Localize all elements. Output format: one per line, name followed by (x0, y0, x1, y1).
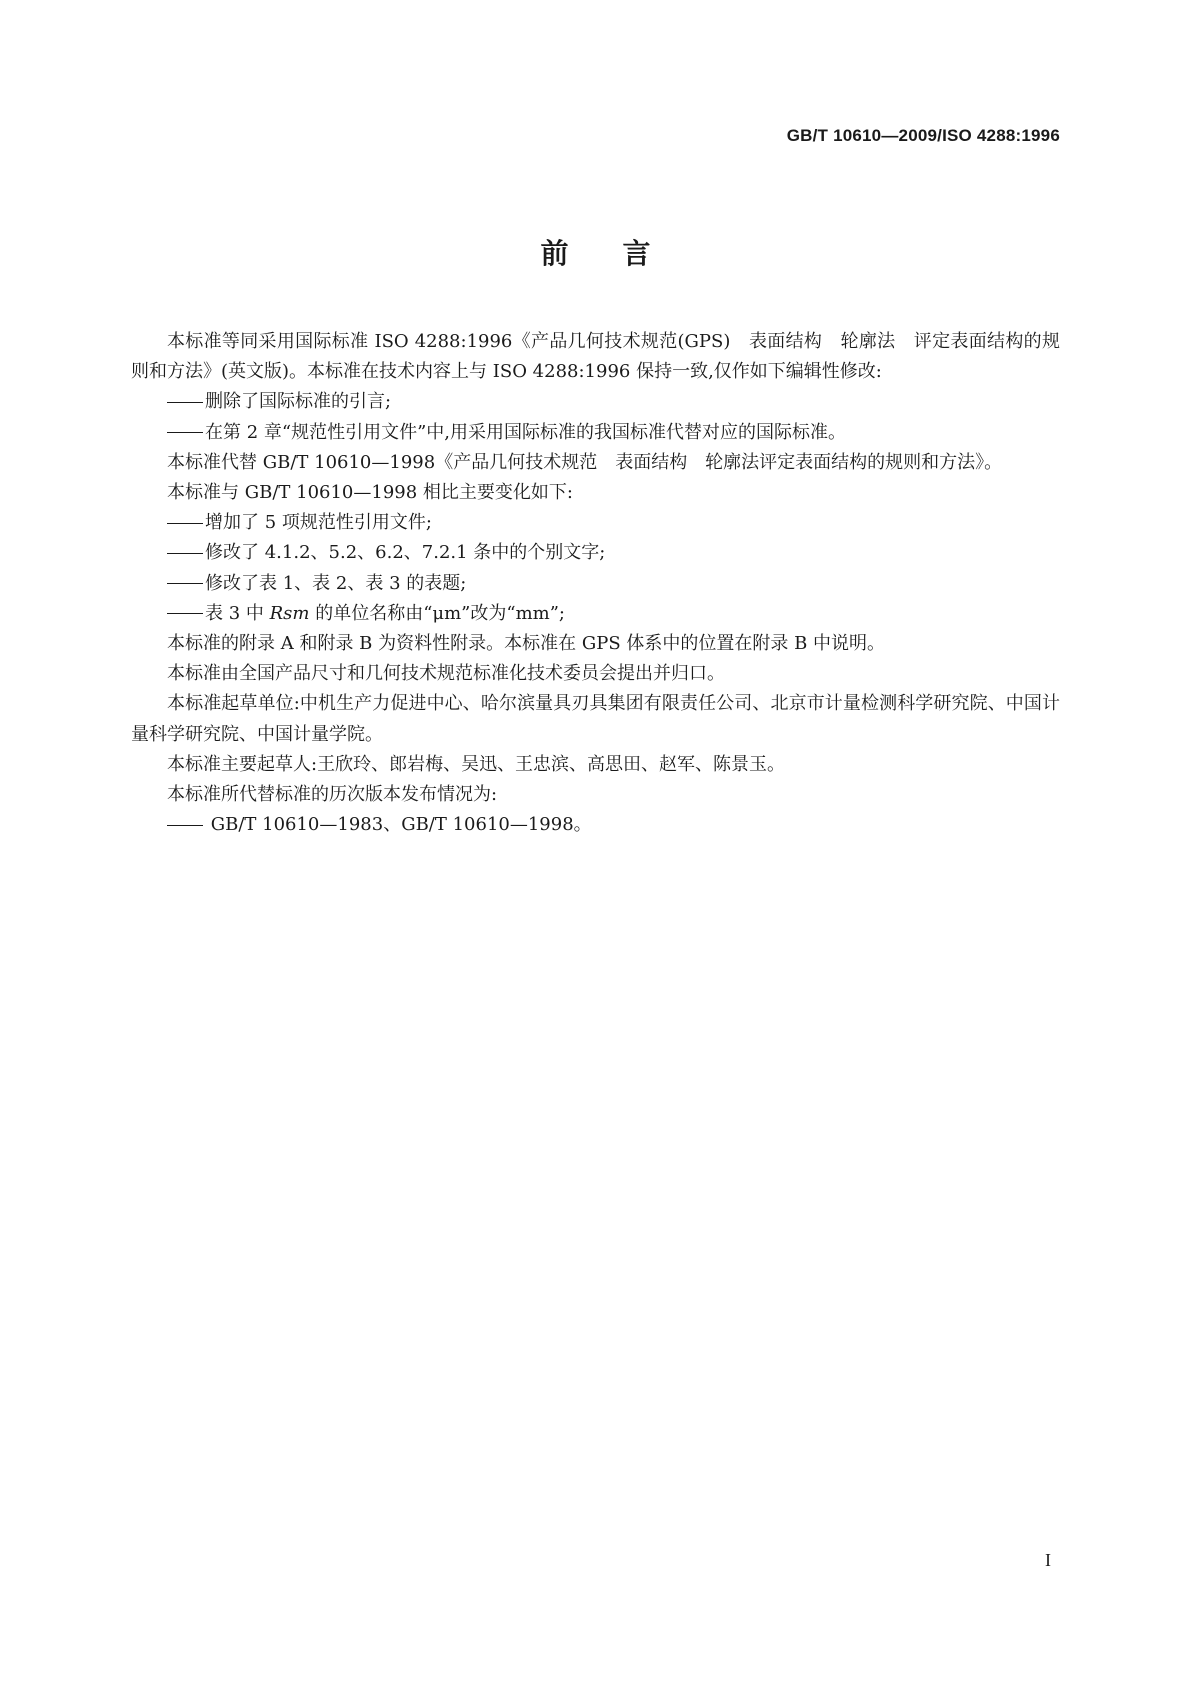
list-item (131, 569, 1060, 599)
paragraph-changes: 本标准与 GB/T 10610—1998 相比主要变化如下: (167, 482, 573, 504)
list-item-text: 修改了表 1、表 2、表 3 的表题; (205, 572, 467, 594)
list-item-text: 在第 2 章“规范性引用文件”中,用采用国际标准的我国标准代替对应的国际标准。 (205, 421, 847, 443)
paragraph-drafters: 本标准主要起草人:王欣玲、郎岩梅、吴迅、王忠滨、高思田、赵军、陈景玉。 (167, 753, 786, 775)
list-item-text: 表 3 中 (205, 602, 270, 624)
paragraph-previous-editions: 本标准所代替标准的历次版本发布情况为: (167, 784, 498, 806)
list-item (131, 387, 1060, 417)
paragraph-proposer: 本标准由全国产品尺寸和几何技术规范标准化技术委员会提出并归口。 (167, 663, 725, 685)
em-dash (167, 613, 203, 614)
list-item-text: 的单位名称由“μm”改为“mm”; (309, 602, 565, 624)
list-item-text: 增加了 5 项规范性引用文件; (205, 512, 432, 534)
foreword-body (131, 327, 1060, 840)
em-dash (167, 432, 203, 433)
em-dash (167, 553, 203, 554)
paragraph-replaces: 本标准代替 GB/T 10610—1998《产品几何技术规范 表面结构 轮廓法评定表面结构的规则和方法》。 (167, 451, 1003, 473)
em-dash (167, 583, 203, 584)
list-item-text: 删除了国际标准的引言; (205, 391, 392, 413)
paragraph-adoption: 本标准等同采用国际标准 ISO 4288:1996《产品几何技术规范(GPS) 表面结构 轮廓法 评定表面结构的规则和方法》(英文版)。本标准在技术内容上与 ISO 4288:1996 保持一致,仅作如下编辑性修改: (131, 331, 1060, 383)
list-item (131, 599, 1060, 629)
page-number: I (1045, 1550, 1051, 1570)
em-dash (167, 402, 203, 403)
page-title: 前言 (540, 237, 705, 270)
standard-code: GB/T 10610—2009/ISO 4288:1996 (786, 126, 1060, 145)
em-dash (167, 825, 203, 826)
paragraph-annexes: 本标准的附录 A 和附录 B 为资料性附录。本标准在 GPS 体系中的位置在附录 B 中说明。 (167, 633, 886, 655)
variable-rsm: Rsm (269, 602, 310, 624)
em-dash (167, 523, 203, 524)
list-item (131, 538, 1060, 568)
list-item-text: 修改了 4.1.2、5.2、6.2、7.2.1 条中的个别文字; (205, 542, 606, 564)
list-item-text: GB/T 10610—1983、GB/T 10610—1998。 (205, 814, 592, 836)
list-item (131, 810, 1060, 840)
paragraph-drafting-units: 本标准起草单位:中机生产力促进中心、哈尔滨量具刃具集团有限责任公司、北京市计量检测科学研究院、中国计量科学研究院、中国计量学院。 (131, 693, 1060, 745)
list-item (131, 418, 1060, 448)
list-item (131, 508, 1060, 538)
